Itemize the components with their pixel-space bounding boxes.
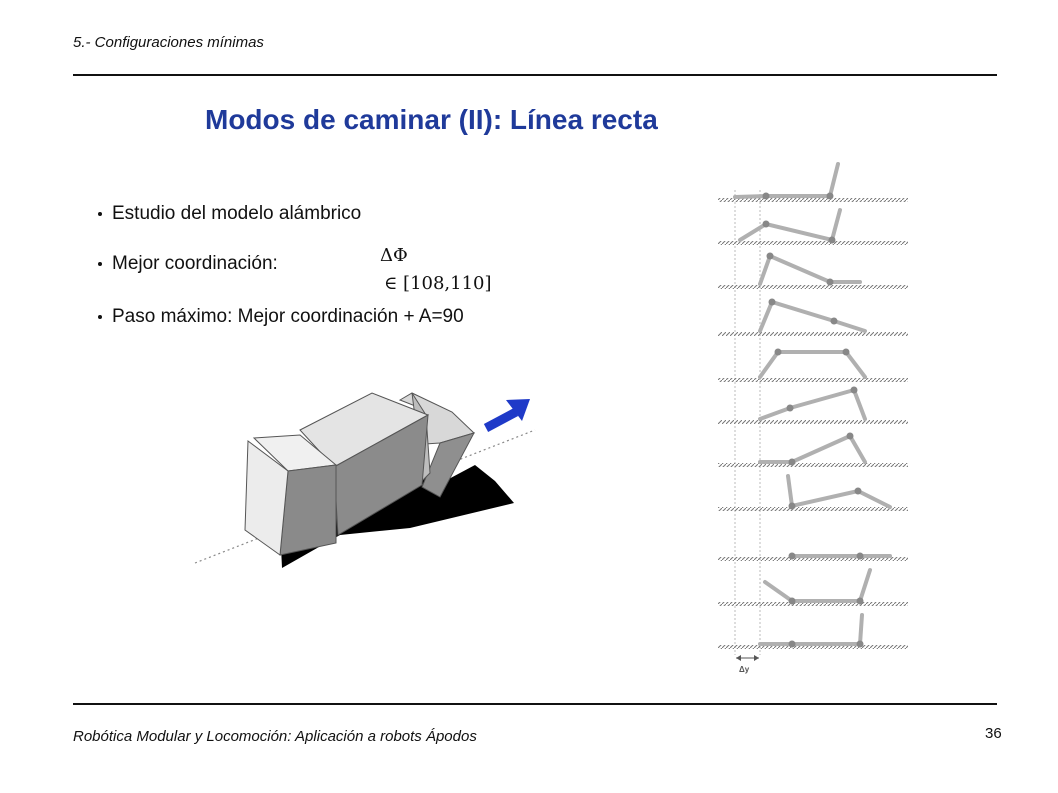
page-number: 36	[985, 725, 1002, 742]
bullet-dot-icon	[98, 212, 102, 216]
delta-y-marker	[736, 655, 759, 674]
bullet-dot-icon	[98, 315, 102, 319]
robot-3d-illustration	[190, 385, 550, 595]
bullet-item	[98, 306, 464, 328]
phase-range-formula	[380, 242, 492, 298]
bullet-text: Paso máximo: Mejor coordinación + A=90	[112, 306, 464, 327]
bullet-text: Mejor coordinación:	[112, 253, 278, 274]
gait-sequence-diagram	[710, 160, 915, 680]
formula-line-1: ΔΦ	[380, 245, 408, 266]
section-label: 5.- Configuraciones mínimas	[73, 34, 264, 51]
delta-y-label: Δy	[739, 665, 750, 674]
bullet-dot-icon	[98, 262, 102, 266]
slide-title: Modos de caminar (II): Línea recta	[205, 104, 658, 135]
ground-lines	[718, 198, 908, 649]
header-rule	[73, 74, 997, 76]
module-front	[280, 465, 336, 555]
bullet-item	[98, 203, 361, 225]
bullet-item	[98, 253, 278, 275]
bullet-text: Estudio del modelo alámbrico	[112, 203, 362, 224]
direction-arrow-icon	[486, 399, 530, 428]
formula-line-2: ∈ [108,110]	[384, 273, 492, 294]
footer-rule	[73, 703, 997, 705]
footer-text: Robótica Modular y Locomoción: Aplicación a robots Ápodos	[73, 728, 477, 745]
robot-poses	[735, 164, 890, 644]
